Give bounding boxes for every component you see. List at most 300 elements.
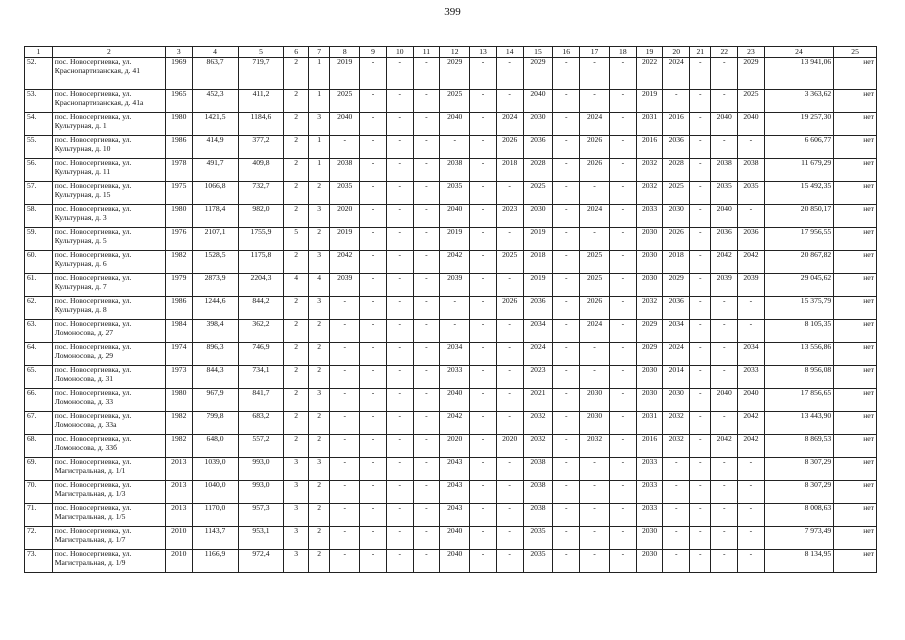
table-cell: - [496,228,523,251]
table-cell: 2 [308,504,329,527]
table-cell: - [496,182,523,205]
table-cell: 1 [308,58,329,90]
table-cell: 1980 [165,205,192,228]
table-cell: - [360,343,387,366]
cost-cell: 7 973,49 [764,527,833,550]
table-cell: - [386,504,413,527]
table-cell: 2038 [523,481,553,504]
cost-cell: 15 375,79 [764,297,833,320]
table-cell: - [330,550,360,573]
table-cell: 2035 [440,182,470,205]
table-cell: 2034 [738,343,765,366]
table-cell: - [330,458,360,481]
table-cell: 3 [308,297,329,320]
table-cell: 2029 [636,320,663,343]
cost-cell: 8 869,53 [764,435,833,458]
table-cell: - [580,550,610,573]
table-cell: - [386,527,413,550]
address-cell: пос. Новосергиевка, ул. Магистральная, д. 1/3 [52,481,165,504]
cost-cell: 8 134,95 [764,550,833,573]
table-cell: - [413,228,440,251]
column-header: 4 [192,47,238,58]
table-cell: - [663,481,690,504]
table-cell: - [360,458,387,481]
table-cell: 2 [284,389,309,412]
flag-cell: нет [834,389,877,412]
table-cell: 2025 [663,182,690,205]
table-cell: - [690,159,711,182]
row-number-cell: 64. [25,343,53,366]
table-cell: 2 [308,182,329,205]
table-cell: 1974 [165,343,192,366]
area-cell: 841,7 [238,389,284,412]
table-cell: - [553,504,580,527]
table-cell: 2020 [496,435,523,458]
table-cell: - [330,504,360,527]
table-cell: - [580,182,610,205]
table-cell: - [553,274,580,297]
table-cell: 2036 [711,228,738,251]
area-cell: 719,7 [238,58,284,90]
table-cell: - [386,550,413,573]
table-cell: 2030 [523,205,553,228]
table-cell: 2030 [636,527,663,550]
header-row [25,47,877,58]
table-cell: - [663,527,690,550]
table-cell: 2040 [738,113,765,136]
area-cell: 972,4 [238,550,284,573]
table-cell: 5 [284,228,309,251]
table-cell: 2022 [636,58,663,90]
table-cell: - [711,366,738,389]
table-cell: 2024 [580,205,610,228]
table-row [25,527,877,550]
table-cell: - [360,366,387,389]
table-cell: - [610,251,637,274]
table-cell: - [470,297,497,320]
table-cell: - [413,297,440,320]
table-cell: 2039 [330,274,360,297]
flag-cell: нет [834,458,877,481]
area-cell: 414,9 [192,136,238,159]
table-cell: - [553,58,580,90]
table-cell: - [386,182,413,205]
address-cell: пос. Новосергиевка, ул. Культурная, д. 1 [52,113,165,136]
cost-cell: 19 257,30 [764,113,833,136]
table-cell: 2030 [663,389,690,412]
column-header: 6 [284,47,309,58]
table-cell: 2040 [440,527,470,550]
table-cell: - [330,527,360,550]
table-cell: 2030 [580,412,610,435]
flag-cell: нет [834,251,877,274]
table-cell: 2024 [580,113,610,136]
cost-cell: 8 008,63 [764,504,833,527]
column-header: 2 [52,47,165,58]
column-header: 3 [165,47,192,58]
table-cell: 2028 [663,159,690,182]
address-cell: пос. Новосергиевка, ул. Ломоносова, д. 33 [52,389,165,412]
row-number-cell: 73. [25,550,53,573]
data-table [24,46,877,573]
table-cell: 2039 [738,274,765,297]
table-cell: - [413,389,440,412]
row-number-cell: 53. [25,90,53,113]
table-cell: 2019 [636,90,663,113]
table-cell: - [496,58,523,90]
table-cell: - [711,458,738,481]
area-cell: 993,0 [238,481,284,504]
table-cell: - [690,113,711,136]
table-cell: - [440,297,470,320]
table-cell: - [386,389,413,412]
table-cell: 1982 [165,412,192,435]
table-cell: - [496,366,523,389]
area-cell: 1143,7 [192,527,238,550]
table-cell: - [553,182,580,205]
table-cell: - [580,366,610,389]
table-cell: - [610,159,637,182]
address-cell: пос. Новосергиевка, ул. Ломоносова, д. 31 [52,366,165,389]
table-cell: 2031 [636,113,663,136]
table-cell: - [330,136,360,159]
row-number-cell: 63. [25,320,53,343]
column-header: 14 [496,47,523,58]
table-cell: 2032 [523,435,553,458]
table-cell: 2034 [440,343,470,366]
table-cell: 2038 [330,159,360,182]
table-cell: - [610,320,637,343]
table-cell: - [580,527,610,550]
table-cell: 2013 [165,481,192,504]
table-cell: 2038 [711,159,738,182]
table-cell: - [360,58,387,90]
table-cell: - [413,412,440,435]
column-header: 15 [523,47,553,58]
table-cell: 1969 [165,58,192,90]
column-header: 20 [663,47,690,58]
table-row [25,274,877,297]
table-body [25,58,877,573]
address-cell: пос. Новосергиевка, ул. Культурная, д. 6 [52,251,165,274]
table-cell: - [413,366,440,389]
table-cell: 2018 [496,159,523,182]
address-cell: пос. Новосергиевка, ул. Культурная, д. 15 [52,182,165,205]
table-row [25,320,877,343]
table-row [25,182,877,205]
flag-cell: нет [834,320,877,343]
table-cell: 2019 [440,228,470,251]
table-cell: - [711,90,738,113]
table-cell: - [386,320,413,343]
flag-cell: нет [834,366,877,389]
table-cell: - [553,343,580,366]
area-cell: 953,1 [238,527,284,550]
flag-cell: нет [834,435,877,458]
table-cell: 2025 [580,251,610,274]
table-cell: 3 [308,205,329,228]
table-cell: 2 [284,435,309,458]
table-cell: 2 [284,320,309,343]
table-cell: - [738,297,765,320]
table-row [25,136,877,159]
table-cell: 2 [308,228,329,251]
address-cell: пос. Новосергиевка, ул. Ломоносова, д. 33а [52,412,165,435]
table-cell: 2042 [738,412,765,435]
table-cell: - [330,435,360,458]
table-cell: 2036 [523,297,553,320]
table-cell: - [663,90,690,113]
table-cell: - [711,297,738,320]
table-cell: - [690,527,711,550]
table-cell: - [413,274,440,297]
table-row [25,458,877,481]
table-cell: 3 [308,113,329,136]
address-cell: пос. Новосергиевка, ул. Культурная, д. 3 [52,205,165,228]
table-cell: 2036 [663,136,690,159]
row-number-cell: 67. [25,412,53,435]
table-row [25,90,877,113]
flag-cell: нет [834,274,877,297]
table-cell: - [413,435,440,458]
area-cell: 1170,0 [192,504,238,527]
flag-cell: нет [834,504,877,527]
table-cell: - [360,251,387,274]
table-cell: 2040 [523,90,553,113]
table-cell: - [580,481,610,504]
table-cell: 2024 [580,320,610,343]
table-cell: 3 [284,481,309,504]
table-cell: - [413,343,440,366]
table-cell: 2038 [523,504,553,527]
flag-cell: нет [834,412,877,435]
table-cell: - [360,389,387,412]
table-cell: 2 [284,90,309,113]
table-cell: - [690,320,711,343]
table-cell: - [470,228,497,251]
table-cell: - [690,435,711,458]
table-cell: - [386,251,413,274]
table-row [25,297,877,320]
table-row [25,481,877,504]
table-cell: - [690,458,711,481]
table-cell: - [610,343,637,366]
table-cell: - [470,251,497,274]
table-cell: - [470,343,497,366]
table-cell: 2032 [636,297,663,320]
column-header: 17 [580,47,610,58]
table-row [25,389,877,412]
flag-cell: нет [834,550,877,573]
table-cell: 2013 [165,504,192,527]
table-cell: - [553,550,580,573]
table-cell: - [610,274,637,297]
table-cell: 2040 [738,389,765,412]
table-cell: 2030 [636,366,663,389]
area-cell: 896,3 [192,343,238,366]
table-cell: 2029 [663,274,690,297]
area-cell: 1175,8 [238,251,284,274]
table-cell: - [360,527,387,550]
table-cell: - [413,320,440,343]
cost-cell: 11 679,29 [764,159,833,182]
table-cell: 2040 [440,550,470,573]
table-row [25,550,877,573]
table-cell: 2 [284,113,309,136]
table-cell: - [580,504,610,527]
column-header: 18 [610,47,637,58]
table-cell: 2030 [636,228,663,251]
table-row [25,251,877,274]
row-number-cell: 62. [25,297,53,320]
area-cell: 409,8 [238,159,284,182]
table-cell: 2 [308,435,329,458]
table-cell: 2025 [440,90,470,113]
area-cell: 982,0 [238,205,284,228]
row-number-cell: 68. [25,435,53,458]
table-cell: - [610,90,637,113]
table-cell: - [360,274,387,297]
table-cell: - [610,366,637,389]
area-cell: 491,7 [192,159,238,182]
table-cell: - [386,205,413,228]
table-cell: - [470,389,497,412]
address-cell: пос. Новосергиевка, ул. Магистральная, д. 1/1 [52,458,165,481]
table-cell: 2023 [523,366,553,389]
table-cell: - [496,527,523,550]
table-cell: 2026 [496,136,523,159]
area-cell: 957,3 [238,504,284,527]
table-cell: - [738,527,765,550]
table-cell: - [470,504,497,527]
area-cell: 1040,0 [192,481,238,504]
table-cell: - [553,159,580,182]
table-row [25,58,877,90]
table-cell: 2 [308,550,329,573]
cost-cell: 20 867,82 [764,251,833,274]
table-cell: - [413,159,440,182]
table-cell: 2038 [523,458,553,481]
table-cell: - [663,550,690,573]
area-cell: 2873,9 [192,274,238,297]
flag-cell: нет [834,136,877,159]
table-cell: - [470,182,497,205]
cost-cell: 8 307,29 [764,481,833,504]
table-cell: 2 [284,205,309,228]
table-cell: 2024 [523,343,553,366]
table-cell: 1965 [165,90,192,113]
table-cell: 2043 [440,458,470,481]
table-cell: 2042 [440,412,470,435]
table-cell: 1986 [165,297,192,320]
table-cell: 2025 [580,274,610,297]
table-cell: - [553,297,580,320]
flag-cell: нет [834,113,877,136]
address-cell: пос. Новосергиевка, ул. Магистральная, д. 1/9 [52,550,165,573]
table-cell: - [690,297,711,320]
table-cell: - [470,435,497,458]
area-cell: 362,2 [238,320,284,343]
table-cell: - [610,527,637,550]
table-cell: 2010 [165,527,192,550]
address-cell: пос. Новосергиевка, ул. Культурная, д. 11 [52,159,165,182]
table-cell: - [711,58,738,90]
table-cell: 2033 [636,205,663,228]
table-cell: 1975 [165,182,192,205]
area-cell: 799,8 [192,412,238,435]
table-cell: - [496,481,523,504]
table-cell: 2 [284,182,309,205]
cost-cell: 15 492,35 [764,182,833,205]
table-cell: - [330,297,360,320]
table-cell: - [470,320,497,343]
address-cell: пос. Новосергиевка, ул. Ломоносова, д. 29 [52,343,165,366]
table-cell: - [738,504,765,527]
table-cell: - [663,458,690,481]
table-cell: - [413,113,440,136]
table-cell: 2026 [580,297,610,320]
table-row [25,366,877,389]
column-header: 9 [360,47,387,58]
table-cell: - [610,435,637,458]
table-cell: 2032 [663,412,690,435]
table-cell: - [360,182,387,205]
table-cell: - [470,550,497,573]
column-header: 21 [690,47,711,58]
table-cell: 2030 [636,251,663,274]
table-cell: - [690,366,711,389]
table-cell: - [330,412,360,435]
table-cell: - [553,389,580,412]
table-cell: 2 [284,412,309,435]
table-cell: - [413,251,440,274]
table-cell: - [690,412,711,435]
table-cell: 2032 [636,182,663,205]
table-cell: - [413,182,440,205]
table-cell: 2042 [330,251,360,274]
table-cell: - [360,504,387,527]
table-cell: 2025 [738,90,765,113]
row-number-cell: 56. [25,159,53,182]
table-cell: - [470,58,497,90]
table-cell: - [470,90,497,113]
table-cell: 2033 [636,481,663,504]
table-cell: - [470,113,497,136]
column-header: 8 [330,47,360,58]
table-cell: - [413,504,440,527]
area-cell: 452,3 [192,90,238,113]
table-cell: 1980 [165,113,192,136]
table-cell: - [470,458,497,481]
table-cell: - [690,504,711,527]
table-cell: - [470,159,497,182]
column-header: 13 [470,47,497,58]
row-number-cell: 52. [25,58,53,90]
table-cell: - [496,550,523,573]
column-header: 7 [308,47,329,58]
table-cell: - [360,297,387,320]
table-cell: - [386,228,413,251]
area-cell: 863,7 [192,58,238,90]
table-cell: 2043 [440,504,470,527]
table-cell: 2030 [580,389,610,412]
area-cell: 732,7 [238,182,284,205]
cost-cell: 8 956,08 [764,366,833,389]
row-number-cell: 66. [25,389,53,412]
area-cell: 967,9 [192,389,238,412]
column-header: 16 [553,47,580,58]
table-cell: - [580,58,610,90]
